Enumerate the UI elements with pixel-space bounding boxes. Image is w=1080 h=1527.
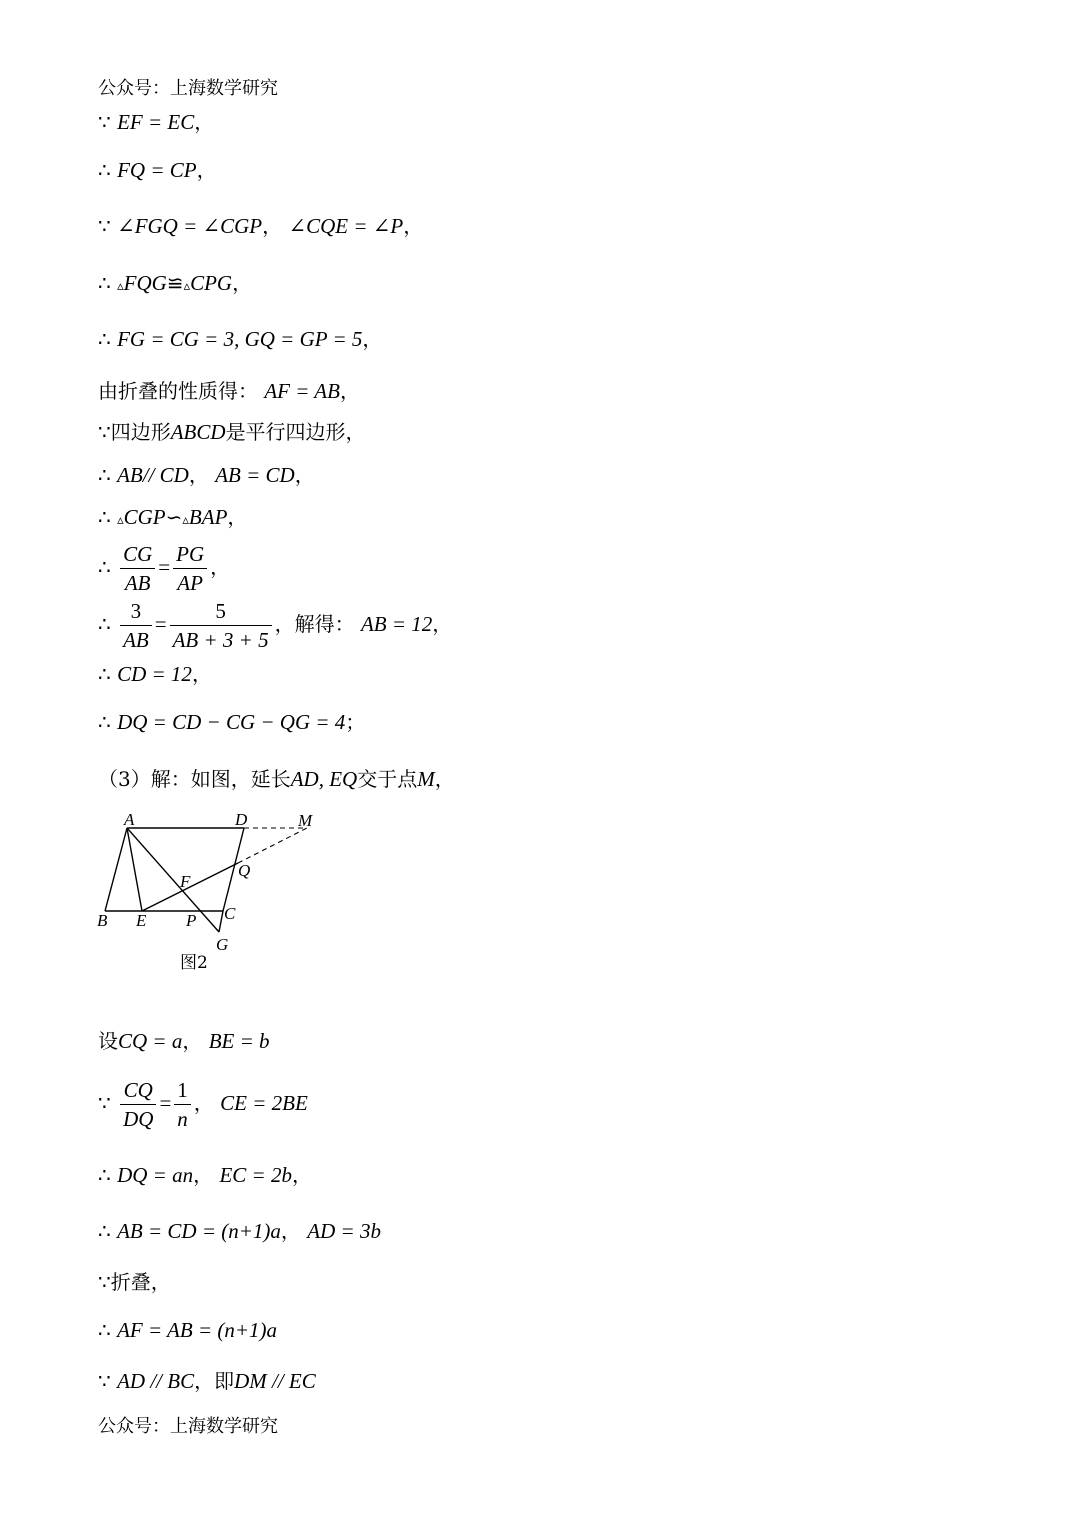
text-segment: 四边形 [110,420,171,444]
punctuation: ； [345,710,366,734]
math-expression: CGP [123,505,166,529]
separator: ， [182,1029,203,1053]
text-segment: ，解得： [274,612,355,636]
step-line-5 [98,327,382,351]
because-symbol: ∵ [98,420,111,444]
denominator: AB + 3 + 5 [172,628,269,652]
because-symbol: ∵ [98,1091,111,1115]
punctuation: ， [432,612,453,636]
denominator: DQ [123,1107,154,1131]
point-label-c: C [224,904,236,923]
step-line-1 [98,110,214,134]
text-segment: 设 [98,1029,118,1053]
math-expression: DQ = CD − CG − QG = 4 [117,710,346,734]
step-line-19 [98,1270,171,1294]
punctuation: ， [403,214,424,238]
math-expression: AB = 12 [360,612,433,636]
fraction [120,540,155,597]
math-expression: DQ = an [117,1163,194,1187]
fraction [170,597,272,654]
step-line-14 [98,767,455,791]
text-segment: （3）解：如图，延长 [98,767,291,791]
separator: ， [193,1091,214,1115]
math-expression: BAP [188,505,228,529]
fraction [120,597,152,654]
text-segment: ，即 [194,1369,235,1393]
step-line-4 [98,271,252,299]
congruent-icon: ≌ [166,271,184,295]
fraction [120,1076,156,1133]
denominator: AB [123,628,149,652]
punctuation: ， [434,767,455,791]
segment-ae [127,828,142,911]
denominator: AP [177,571,203,595]
math-expression: M [417,767,435,791]
point-label-g: G [216,935,229,954]
text-segment: 由折叠的性质得： [98,379,258,403]
numerator: 5 [170,597,272,626]
numerator: CQ [120,1076,156,1105]
therefore-symbol: ∴ [98,1219,111,1243]
math-expression: EF = EC [117,110,195,134]
point-label-q: Q [238,861,251,880]
math-expression: AB// CD [117,463,189,487]
step-line-18 [98,1219,381,1243]
triangle-icon: ▵ [182,513,189,528]
because-symbol: ∵ [98,1270,111,1294]
step-line-12 [98,662,212,686]
page-footer: 公众号：上海数学研究 [98,1416,278,1437]
punctuation: ， [210,555,231,579]
therefore-symbol: ∴ [98,662,111,686]
separator: ， [280,1219,301,1243]
math-expression: AF = AB = (n+1)a [117,1318,278,1342]
step-line-8 [98,463,315,487]
math-expression: ∠CQE = ∠P [288,214,404,238]
denominator: n [177,1107,188,1131]
punctuation: ， [362,327,383,351]
punctuation: ， [196,158,217,182]
therefore-symbol: ∴ [98,158,111,182]
math-expression: DM // EC [234,1369,316,1393]
therefore-symbol: ∴ [98,710,111,734]
fraction [174,1076,191,1133]
punctuation: ， [227,505,248,529]
math-expression: AB = CD = (n+1)a [117,1219,281,1243]
math-expression: ∠FGQ = ∠CGP [117,214,263,238]
dashed-segment-qm [238,828,307,863]
point-label-m: M [298,811,313,830]
therefore-symbol: ∴ [98,555,111,579]
because-symbol: ∵ [98,214,111,238]
therefore-symbol: ∴ [98,463,111,487]
punctuation: ， [191,662,212,686]
point-label-p: P [186,911,197,930]
math-expression: AD = 3b [307,1219,381,1243]
punctuation: ， [294,463,315,487]
separator: ， [193,1163,214,1187]
because-symbol: ∵ [98,110,111,134]
denominator: AB [124,571,151,595]
therefore-symbol: ∴ [98,505,111,529]
point-label-b: B [97,911,108,930]
math-expression: FQG [123,271,167,295]
segment-cg [219,911,223,932]
math-expression: FG = CG = 3, GQ = GP = 5 [117,327,363,351]
step-line-17 [98,1163,312,1187]
because-symbol: ∵ [98,1369,111,1393]
math-expression: CQ = a [118,1029,183,1053]
step-line-16 [98,1076,308,1133]
equals-sign: = [158,555,171,579]
triangle-icon: ▵ [183,279,191,294]
therefore-symbol: ∴ [98,612,111,636]
segment-ab [105,828,127,911]
math-expression: FQ = CP [117,158,197,182]
triangle-icon: ▵ [117,279,124,294]
triangle-icon: ▵ [117,513,124,528]
math-expression: ABCD [170,420,226,444]
numerator: 1 [174,1076,191,1105]
numerator: CG [120,540,155,569]
therefore-symbol: ∴ [98,1318,111,1342]
step-line-3 [98,214,423,238]
step-line-10 [98,540,230,597]
text-segment: 折叠， [110,1270,171,1294]
page-header: 公众号：上海数学研究 [98,78,278,99]
math-expression: BE = b [208,1029,270,1053]
text-segment: 交于点 [357,767,418,791]
numerator: PG [173,540,207,569]
equals-sign: = [154,612,167,636]
figure-caption: 图2 [180,953,208,973]
therefore-symbol: ∴ [98,327,111,351]
math-expression: CPG [190,271,233,295]
point-label-f: F [180,872,191,891]
step-line-21 [98,1369,316,1393]
fraction [173,540,207,597]
math-expression: AB = CD [215,463,295,487]
step-line-11 [98,597,452,654]
math-expression: AF = AB [264,379,340,403]
math-expression: EC = 2b [219,1163,292,1187]
point-label-a: A [124,810,135,829]
geometry-figure [90,805,340,985]
therefore-symbol: ∴ [98,1163,111,1187]
math-expression: CE = 2BE [220,1091,308,1115]
punctuation: ， [339,379,360,403]
step-line-20 [98,1318,277,1342]
numerator: 3 [120,597,152,626]
text-segment: 是平行四边形， [225,420,366,444]
equals-sign: = [159,1091,172,1115]
step-line-15 [98,1029,270,1053]
point-label-e: E [136,911,147,930]
punctuation: ， [291,1163,312,1187]
step-line-2 [98,158,217,182]
punctuation: ， [194,110,215,134]
math-expression: AD // BC [117,1369,195,1393]
math-expression: CD = 12 [117,662,192,686]
therefore-symbol: ∴ [98,271,111,295]
step-line-13 [98,710,365,734]
point-label-d: D [235,810,248,829]
step-line-6 [98,379,360,403]
step-line-7 [98,420,366,444]
separator: ， [262,214,283,238]
punctuation: ， [232,271,253,295]
separator: ， [188,463,209,487]
similar-icon: ∽ [165,505,183,529]
math-expression: AD, EQ [290,767,358,791]
step-line-9 [98,505,247,533]
